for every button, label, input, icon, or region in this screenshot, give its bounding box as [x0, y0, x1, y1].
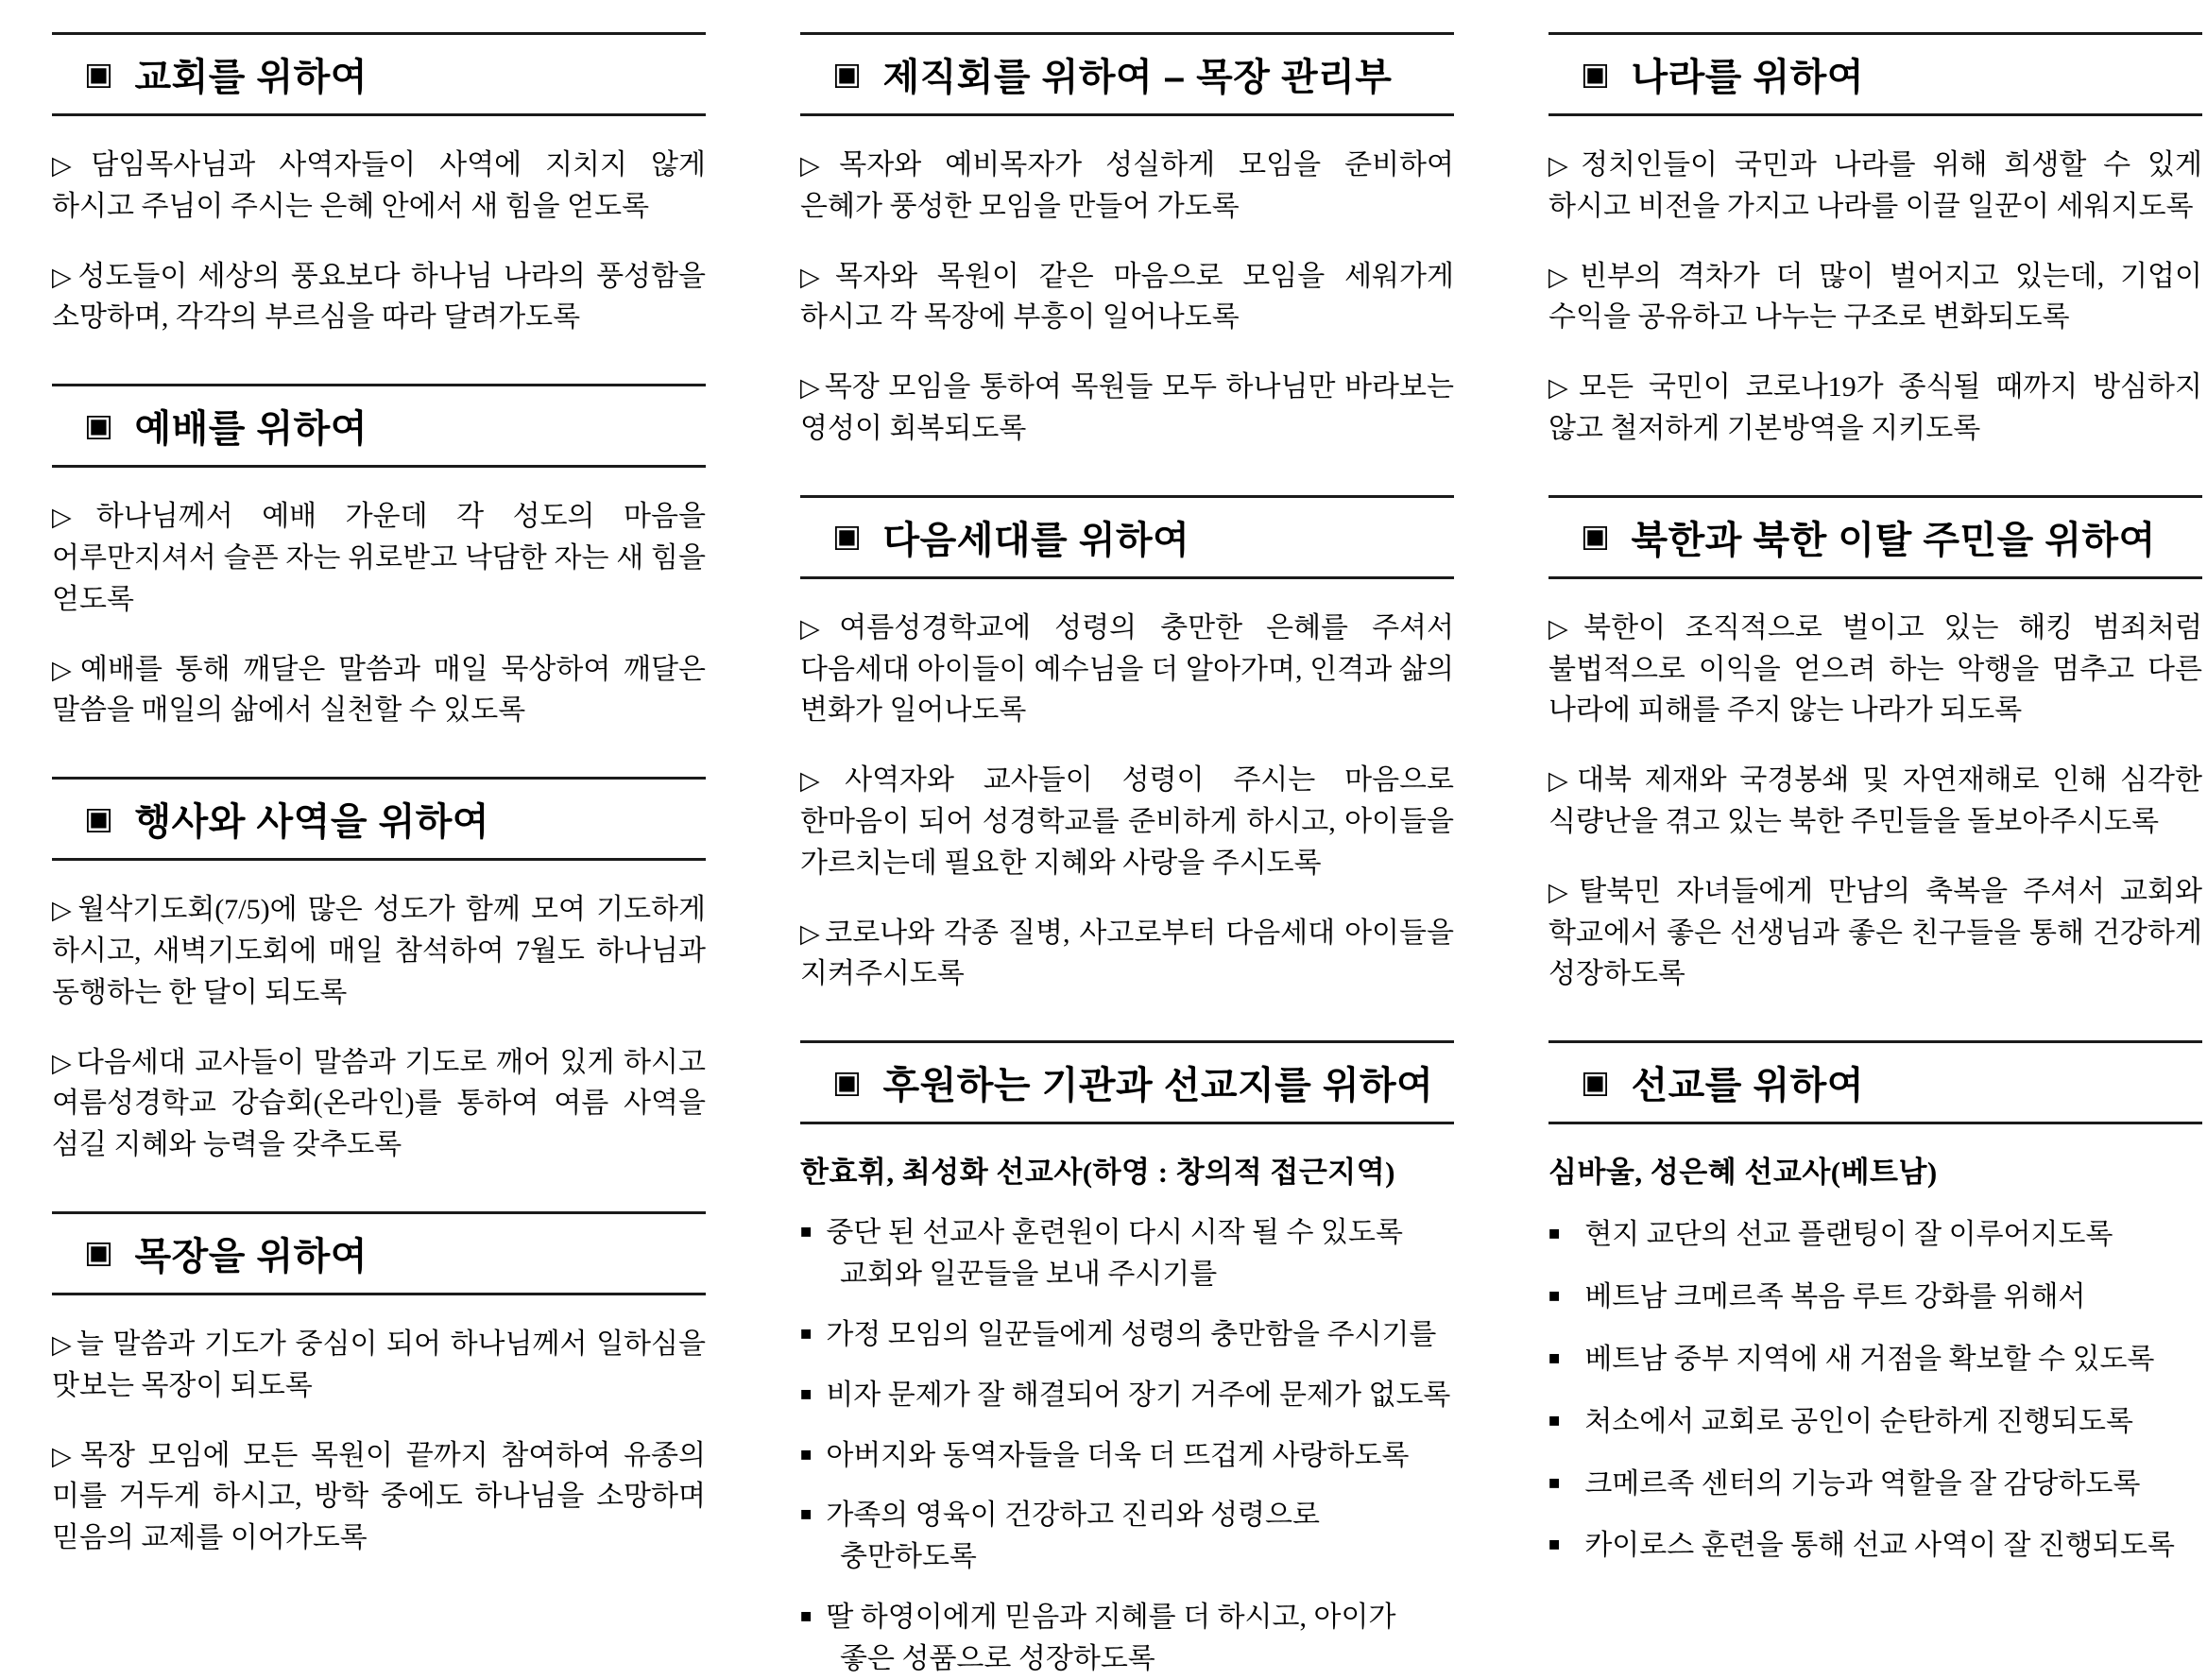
prayer-text: 딸 하영이에게 믿음과 지혜를 더 하시고, 아이가 좋은 성품으로 성장하도록 — [826, 1601, 1396, 1674]
prayer-text: 탈북민 자녀들에게 만남의 축복을 주셔서 교회와 학교에서 좋은 선생님과 좋은 친구들을 통해 건강하게 성장하도록 — [1548, 875, 2203, 990]
prayer-section — [1548, 495, 2202, 995]
prayer-item — [800, 1597, 1454, 1680]
prayer-text: 목자와 목원이 같은 마음으로 모임을 세워가게 하시고 각 목장에 부흥이 일어나도록 — [800, 260, 1455, 334]
triangle-bullet-icon: ▷ — [52, 896, 76, 925]
prayer-item — [52, 1435, 706, 1559]
section-header — [52, 32, 706, 116]
prayer-text: 베트남 중부 지역에 새 거점을 확보할 수 있도록 — [1584, 1344, 2155, 1375]
prayer-section — [52, 384, 706, 731]
prayer-section — [1548, 1040, 2202, 1567]
section-header — [1548, 495, 2202, 579]
prayer-text: 가족의 영육이 건강하고 진리와 성령으로 충만하도록 — [826, 1500, 1320, 1573]
section-title: 행사와 사역을 위하여 — [134, 801, 489, 844]
section-title: 나라를 위하여 — [1631, 57, 1864, 98]
prayer-text: 여름성경학교에 성령의 충만한 은혜를 주셔서 다음세대 아이들이 예수님을 더 알아가며, 인격과 삶의 변화가 일어나도록 — [800, 611, 1455, 727]
prayer-item — [1548, 145, 2202, 228]
prayer-item — [800, 608, 1454, 731]
section-title: 목장을 위하여 — [134, 1235, 368, 1277]
section-square-icon: ▣ — [1581, 1063, 1611, 1099]
prayer-item — [1548, 1214, 2202, 1256]
section-square-icon: ▣ — [832, 1063, 863, 1099]
prayer-item — [800, 1314, 1454, 1356]
prayer-item — [800, 256, 1454, 339]
section-header — [52, 1211, 706, 1295]
section-header — [52, 384, 706, 468]
triangle-bullet-icon: ▷ — [1548, 766, 1574, 796]
prayer-text: 아버지와 동역자들을 더욱 더 뜨겁게 사랑하도록 — [826, 1439, 1410, 1471]
section-title: 다음세대를 위하여 — [882, 519, 1190, 561]
triangle-bullet-icon: ▷ — [800, 918, 823, 948]
prayer-section — [52, 1211, 706, 1559]
prayer-item — [1548, 760, 2202, 843]
prayer-text: 사역자와 교사들이 성령이 주시는 마음으로 한마음이 되어 성경학교를 준비하게 하시고, 아이들을 가르치는데 필요한 지혜와 사랑을 주시도록 — [800, 764, 1455, 879]
prayer-section — [800, 495, 1454, 995]
prayer-item — [52, 1042, 706, 1166]
column-1 — [52, 32, 706, 1680]
triangle-bullet-icon: ▷ — [52, 655, 77, 684]
section-header — [1548, 1040, 2202, 1124]
missionary-subtitle: 심바울, 성은혜 선교사(베트남) — [1548, 1156, 1938, 1190]
section-title: 북한과 북한 이탈 주민을 위하여 — [1631, 519, 2156, 561]
section-square-icon: ▣ — [832, 518, 863, 554]
prayer-item — [800, 1375, 1454, 1416]
square-bullet-icon: ■ — [1548, 1410, 1561, 1431]
prayer-section — [52, 777, 706, 1166]
prayer-text: 카이로스 훈련을 통해 선교 사역이 잘 진행되도록 — [1584, 1530, 2175, 1562]
prayer-section — [800, 32, 1454, 450]
prayer-text: 목장 모임에 모든 목원이 끝까지 참여하여 유종의 미를 거두게 하시고, 방학 중에도 하나님을 소망하며 믿음의 교제를 이어가도록 — [52, 1439, 706, 1554]
prayer-text: 담임목사님과 사역자들이 사역에 지치지 않게 하시고 주님이 주시는 은혜 안에서 새 힘을 얻도록 — [52, 149, 707, 222]
square-bullet-icon: ■ — [800, 1605, 813, 1627]
triangle-bullet-icon: ▷ — [800, 613, 837, 643]
prayer-item — [800, 1495, 1454, 1578]
section-title: 선교를 위하여 — [1631, 1065, 1864, 1107]
section-header — [1548, 32, 2202, 116]
prayer-item — [1548, 1401, 2202, 1443]
prayer-text: 빈부의 격차가 더 많이 벌어지고 있는데, 기업이 수익을 공유하고 나누는 구조로 변화되도록 — [1548, 260, 2203, 334]
section-square-icon: ▣ — [84, 406, 114, 442]
section-header — [52, 777, 706, 861]
prayer-text: 현지 교단의 선교 플랜팅이 잘 이루어지도록 — [1584, 1219, 2113, 1251]
prayer-text: 비자 문제가 잘 해결되어 장기 거주에 문제가 없도록 — [826, 1379, 1451, 1411]
section-square-icon: ▣ — [1581, 55, 1611, 91]
prayer-item — [52, 1324, 706, 1407]
section-title: 예배를 위하여 — [134, 408, 368, 451]
prayer-section — [800, 1040, 1454, 1679]
prayer-item — [800, 760, 1454, 883]
square-bullet-icon: ■ — [800, 1383, 813, 1405]
triangle-bullet-icon: ▷ — [52, 1441, 77, 1470]
missionary-subtitle: 한효휘, 최성화 선교사(하영 : 창의적 접근지역) — [800, 1156, 1395, 1190]
square-bullet-icon: ■ — [1548, 1224, 1561, 1245]
triangle-bullet-icon: ▷ — [52, 262, 76, 291]
triangle-bullet-icon: ▷ — [1548, 151, 1579, 180]
prayer-text: 하나님께서 예배 가운데 각 성도의 마음을 어루만지셔서 슬픈 자는 위로받고 낙담한 자는 새 힘을 얻도록 — [52, 501, 706, 615]
triangle-bullet-icon: ▷ — [800, 373, 822, 403]
prayer-text: 대북 제재와 국경봉쇄 및 자연재해로 인해 심각한 식량난을 겪고 있는 북한 주민들을 돌보아주시도록 — [1548, 764, 2202, 837]
prayer-item — [52, 496, 706, 620]
triangle-bullet-icon: ▷ — [800, 262, 833, 291]
section-title: 교회를 위하여 — [134, 57, 368, 98]
section-title: 제직회를 위하여 – 목장 관리부 — [882, 57, 1393, 98]
prayer-text: 정치인들이 국민과 나라를 위해 희생할 수 있게 하시고 비전을 가지고 나라를 이끌 일꾼이 세워지도록 — [1548, 149, 2202, 222]
section-square-icon: ▣ — [84, 799, 114, 835]
prayer-item — [52, 649, 706, 732]
square-bullet-icon: ■ — [800, 1222, 813, 1243]
column-2 — [800, 32, 1454, 1680]
triangle-bullet-icon: ▷ — [1548, 373, 1577, 403]
prayer-item — [800, 1212, 1454, 1295]
square-bullet-icon: ■ — [1548, 1348, 1561, 1369]
column-3 — [1548, 32, 2202, 1680]
prayer-item — [800, 145, 1454, 228]
prayer-text: 북한이 조직적으로 벌이고 있는 해킹 범죄처럼 불법적으로 이익을 얻으려 하는 악행을 멈추고 다른 나라에 피해를 주지 않는 나라가 되도록 — [1548, 611, 2203, 727]
triangle-bullet-icon: ▷ — [800, 766, 843, 796]
prayer-text: 목자와 예비목자가 성실하게 모임을 준비하여 은혜가 풍성한 모임을 만들어 가도록 — [800, 149, 1455, 222]
prayer-text: 월삭기도회(7/5)에 많은 성도가 함께 모여 기도하게 하시고, 새벽기도회에 매일 참석하여 7월도 하나님과 동행하는 한 달이 되도록 — [52, 894, 707, 1008]
triangle-bullet-icon: ▷ — [1548, 262, 1578, 291]
triangle-bullet-icon: ▷ — [52, 1329, 74, 1359]
prayer-item — [1548, 367, 2202, 450]
prayer-item — [52, 145, 706, 228]
section-title: 후원하는 기관과 선교지를 위하여 — [882, 1065, 1434, 1107]
prayer-item — [52, 256, 706, 339]
section-square-icon: ▣ — [84, 55, 114, 91]
prayer-text: 베트남 크메르족 복음 루트 강화를 위해서 — [1584, 1281, 2086, 1313]
triangle-bullet-icon: ▷ — [52, 503, 94, 532]
prayer-item — [1548, 871, 2202, 995]
prayer-text: 모든 국민이 코로나19가 종식될 때까지 방심하지 않고 철저하게 기본방역을 지키도록 — [1548, 371, 2203, 444]
section-header — [800, 495, 1454, 579]
section-square-icon: ▣ — [84, 1234, 114, 1270]
section-square-icon: ▣ — [832, 55, 863, 91]
prayer-text: 크메르족 센터의 기능과 역할을 잘 감당하도록 — [1584, 1467, 2141, 1500]
prayer-text: 다음세대 교사들이 말씀과 기도로 깨어 있게 하시고 여름성경학교 강습회(온라인)를 통하여 여름 사역을 섬길 지혜와 능력을 갖추도록 — [52, 1046, 706, 1161]
square-bullet-icon: ■ — [800, 1444, 813, 1466]
prayer-text: 처소에서 교회로 공인이 순탄하게 진행되도록 — [1584, 1405, 2133, 1437]
prayer-item — [1548, 1339, 2202, 1380]
prayer-text: 늘 말씀과 기도가 중심이 되어 하나님께서 일하심을 맛보는 목장이 되도록 — [52, 1328, 706, 1401]
prayer-section — [1548, 32, 2202, 450]
triangle-bullet-icon: ▷ — [52, 1048, 74, 1077]
section-header — [800, 32, 1454, 116]
square-bullet-icon: ■ — [800, 1504, 813, 1526]
square-bullet-icon: ■ — [800, 1324, 813, 1345]
triangle-bullet-icon: ▷ — [52, 151, 89, 180]
square-bullet-icon: ■ — [1548, 1472, 1561, 1494]
square-bullet-icon: ■ — [1548, 1286, 1561, 1308]
prayer-text: 성도들이 세상의 풍요보다 하나님 나라의 풍성함을 소망하며, 각각의 부르심을 따라 달려가도록 — [52, 260, 706, 334]
prayer-item — [1548, 1277, 2202, 1318]
triangle-bullet-icon: ▷ — [1548, 877, 1577, 906]
prayer-text: 목장 모임을 통하여 목원들 모두 하나님만 바라보는 영성이 회복되도록 — [800, 371, 1454, 444]
prayer-item — [800, 913, 1454, 996]
prayer-item — [800, 1435, 1454, 1477]
prayer-item — [52, 889, 706, 1013]
prayer-text: 코로나와 각종 질병, 사고로부터 다음세대 아이들을 지켜주시도록 — [800, 917, 1454, 990]
section-square-icon: ▣ — [1581, 518, 1611, 554]
prayer-section — [52, 32, 706, 338]
prayer-text: 예배를 통해 깨달은 말씀과 매일 묵상하여 깨달은 말씀을 매일의 삶에서 실천할 수 있도록 — [52, 653, 706, 727]
triangle-bullet-icon: ▷ — [1548, 613, 1582, 643]
prayer-text: 가정 모임의 일꾼들에게 성령의 충만함을 주시기를 — [826, 1319, 1437, 1350]
square-bullet-icon: ■ — [1548, 1534, 1561, 1556]
prayer-item — [1548, 1464, 2202, 1505]
prayer-text: 중단 된 선교사 훈련원이 다시 시작 될 수 있도록 교회와 일꾼들을 보내 주시기를 — [826, 1217, 1403, 1291]
triangle-bullet-icon: ▷ — [800, 151, 837, 180]
prayer-item — [1548, 608, 2202, 731]
section-header — [800, 1040, 1454, 1124]
prayer-item — [1548, 256, 2202, 339]
prayer-item — [800, 367, 1454, 450]
